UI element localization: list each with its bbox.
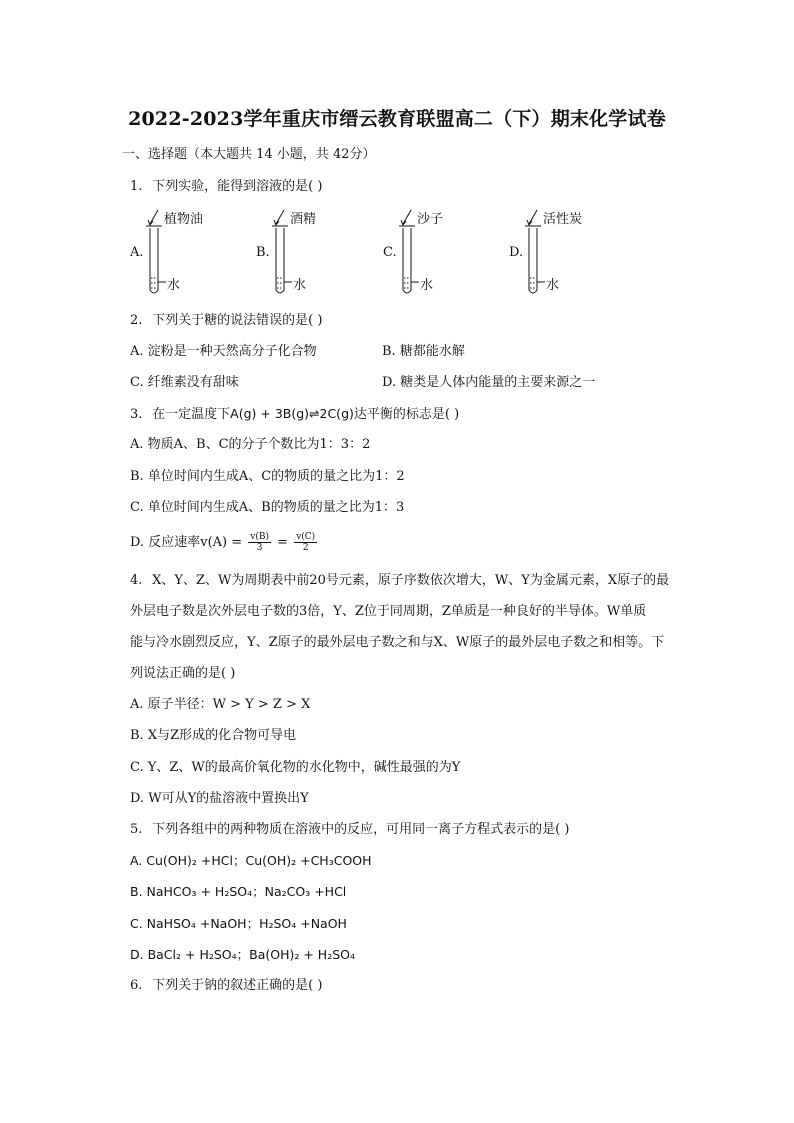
tube-option-b bbox=[256, 206, 386, 306]
question-number: 1. bbox=[130, 179, 143, 194]
q2-option-a: A. 淀粉是一种天然高分子化合物 bbox=[130, 344, 317, 359]
question-text: X、Y、Z、W为周期表中前20号元素，原子序数依次增大，W、Y为金属元素，X原子的最 bbox=[152, 573, 670, 588]
section-heading: 一、选择题（本大题共 14 小题，共 42分） bbox=[122, 147, 376, 162]
q5-option-d: D. BaCl₂ + H₂SO₄；Ba(OH)₂ + H₂SO₄ bbox=[130, 947, 355, 962]
tube-substance-label: 沙子 bbox=[417, 212, 444, 227]
numerator: v(C) bbox=[296, 532, 316, 542]
water-label: 水 bbox=[167, 278, 181, 293]
tube-substance-label: 植物油 bbox=[164, 212, 204, 227]
question-1-stem bbox=[130, 178, 322, 196]
q5-option-b: B. NaHCO₃ + H₂SO₄；Na₂CO₃ +HCl bbox=[130, 884, 347, 899]
fraction-vb-3 bbox=[248, 532, 271, 553]
question-text: 下列关于钠的叙述正确的是( ) bbox=[152, 978, 323, 993]
fraction-vc-2 bbox=[294, 532, 317, 553]
question-number: 3. bbox=[130, 407, 143, 422]
denominator: 3 bbox=[256, 543, 263, 553]
tube-option-a bbox=[130, 206, 260, 306]
question-number: 5. bbox=[130, 822, 143, 837]
water-label: 水 bbox=[293, 278, 307, 293]
equals-sign: = bbox=[277, 535, 289, 550]
page-title: 2022-2023学年重庆市缙云教育联盟高二（下）期末化学试卷 bbox=[128, 108, 666, 130]
question-number: 6. bbox=[130, 978, 143, 993]
water-label: 水 bbox=[546, 278, 560, 293]
question-number: 2. bbox=[130, 313, 143, 328]
question-text: 下列各组中的两种物质在溶液中的反应，可用同一离子方程式表示的是( ) bbox=[152, 822, 570, 837]
question-5-stem bbox=[130, 821, 569, 839]
q2-option-d: D. 糖类是人体内能量的主要来源之一 bbox=[382, 375, 596, 390]
q5-option-a: A. Cu(OH)₂ +HCl；Cu(OH)₂ +CH₃COOH bbox=[130, 853, 372, 868]
q3-option-d bbox=[130, 532, 319, 553]
question-4-stem-line-1 bbox=[130, 572, 669, 590]
option-letter: B. bbox=[256, 245, 270, 260]
q4-option-a: A. 原子半径：W > Y > Z > X bbox=[130, 697, 311, 712]
option-text: D. 反应速率v(A) = bbox=[130, 535, 243, 550]
tube-substance-label: 活性炭 bbox=[543, 212, 583, 227]
question-text: 下列关于糖的说法错误的是( ) bbox=[152, 313, 323, 328]
q3-option-b: B. 单位时间内生成A、C的物质的量之比为1：2 bbox=[130, 469, 405, 484]
question-2-stem bbox=[130, 312, 322, 330]
water-label: 水 bbox=[420, 278, 434, 293]
question-4-stem-line-3: 能与冷水剧烈反应，Y、Z原子的最外层电子数之和与X、W原子的最外层电子数之和相等。下 bbox=[130, 635, 665, 650]
option-letter: A. bbox=[130, 245, 144, 260]
q4-option-b: B. X与Z形成的化合物可导电 bbox=[130, 728, 297, 743]
q4-option-c: C. Y、Z、W的最高价氧化物的水化物中，碱性最强的为Y bbox=[130, 760, 461, 775]
option-letter: C. bbox=[383, 245, 397, 260]
question-6-stem bbox=[130, 977, 322, 995]
question-number: 4. bbox=[130, 573, 143, 588]
tube-option-d bbox=[509, 206, 639, 306]
option-letter: D. bbox=[509, 245, 524, 260]
tube-substance-label: 酒精 bbox=[290, 212, 317, 227]
q2-option-b: B. 糖都能水解 bbox=[382, 344, 465, 359]
question-text: 下列实验，能得到溶液的是( ) bbox=[152, 179, 323, 194]
q4-option-d: D. W可从Y的盐溶液中置换出Y bbox=[130, 791, 309, 806]
numerator: v(B) bbox=[250, 532, 270, 542]
question-4-stem-line-2: 外层电子数是次外层电子数的3倍，Y、Z位于同周期，Z单质是一种良好的半导体。W单质 bbox=[130, 604, 647, 619]
question-text-pre: 在一定温度下 bbox=[152, 407, 231, 422]
tube-option-c bbox=[383, 206, 513, 306]
q3-option-a: A. 物质A、B、C的分子个数比为1：3：2 bbox=[130, 437, 371, 452]
question-3-stem bbox=[130, 405, 459, 424]
denominator: 2 bbox=[302, 543, 309, 553]
q2-option-c: C. 纤维素没有甜味 bbox=[130, 375, 239, 390]
q3-option-c: C. 单位时间内生成A、B的物质的量之比为1：3 bbox=[130, 500, 405, 515]
q5-option-c: C. NaHSO₄ +NaOH；H₂SO₄ +NaOH bbox=[130, 916, 347, 931]
question-4-stem-line-4: 列说法正确的是( ) bbox=[130, 666, 236, 681]
question-text-post: 达平衡的标志是( ) bbox=[353, 407, 460, 422]
reaction-equation: A(g) + 3B(g)⇌2C(g) bbox=[230, 406, 354, 421]
